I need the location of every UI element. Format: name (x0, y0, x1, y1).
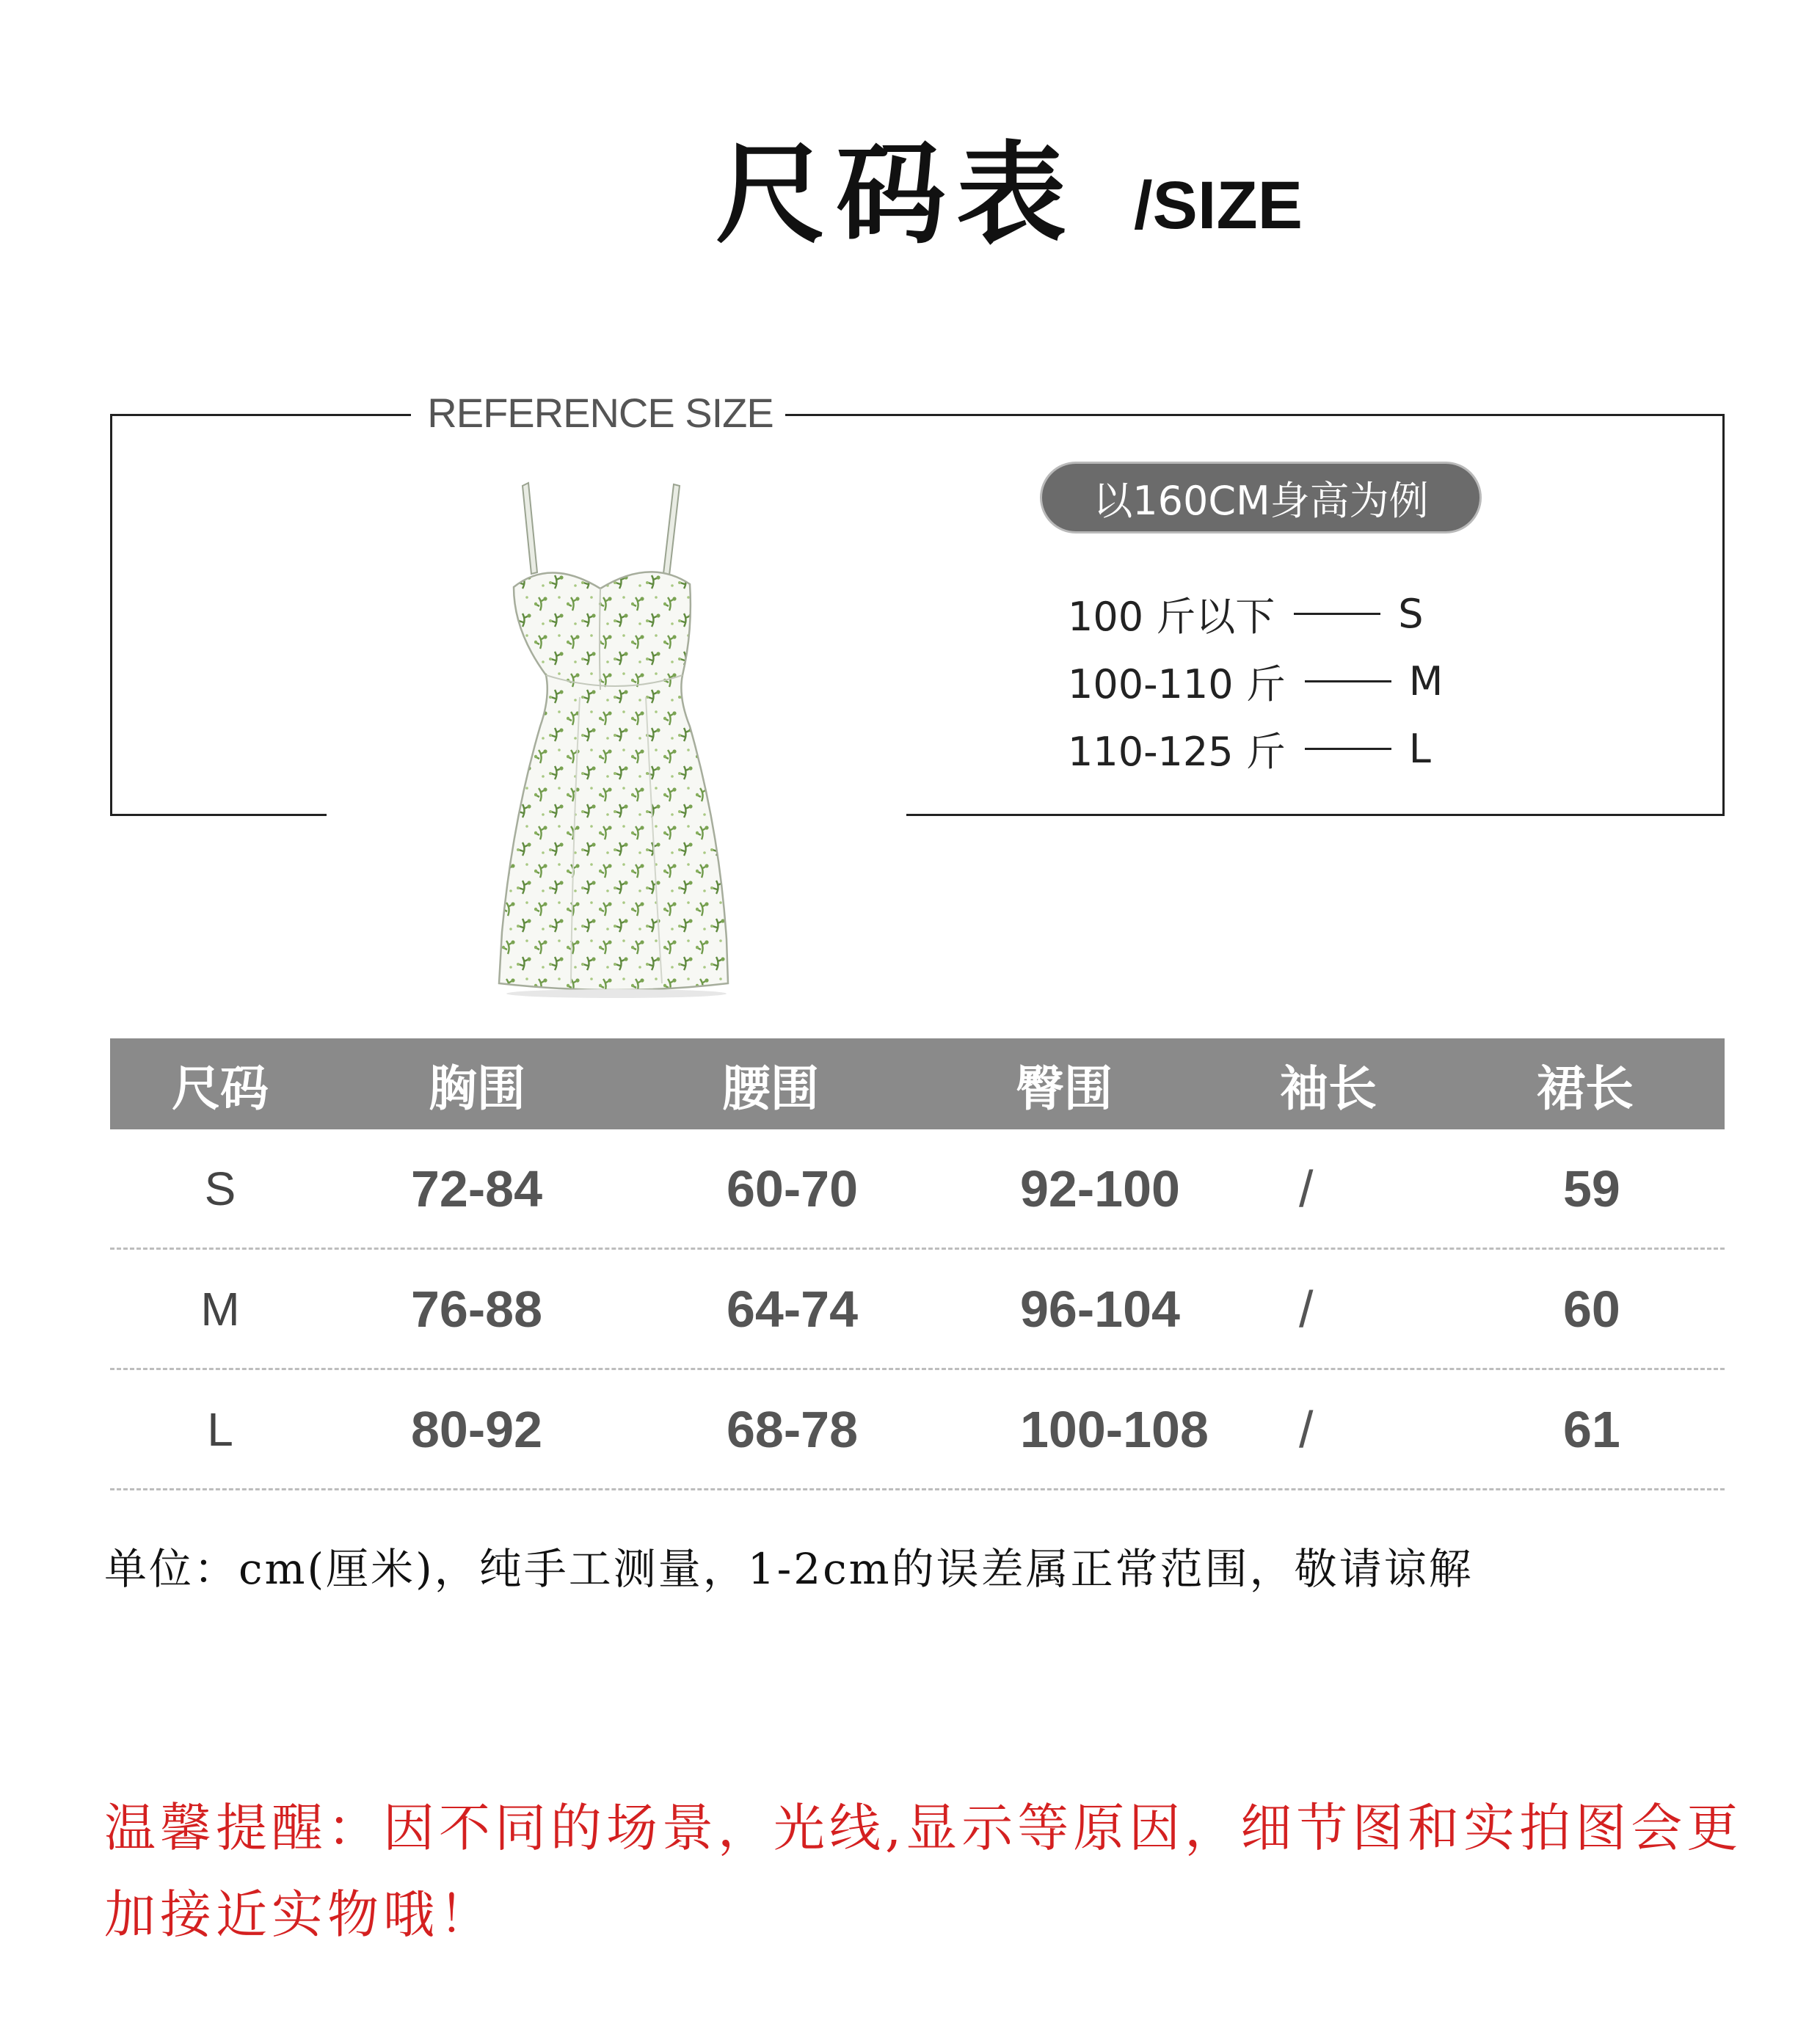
cell-hip: 92-100 (1020, 1159, 1180, 1217)
header-sleeve: 袖长 (1280, 1059, 1377, 1117)
cell-hip: 96-104 (1020, 1280, 1180, 1338)
weight-size: S (1398, 590, 1424, 637)
weight-row (1068, 580, 1508, 647)
weight-row (1068, 647, 1508, 715)
cell-bust: 72-84 (411, 1159, 543, 1217)
measurement-note: 单位：cm(厘米)，纯手工测量，1-2cm的误差属正常范围，敬请谅解 (104, 1544, 1474, 1594)
cell-size: L (207, 1402, 233, 1456)
cell-sleeve: / (1299, 1400, 1314, 1458)
weight-size: M (1408, 658, 1444, 704)
cell-length: 61 (1563, 1400, 1620, 1458)
header-waist: 腰围 (722, 1059, 819, 1117)
table-row (110, 1250, 1725, 1370)
weight-range: 110-125 斤 (1068, 728, 1286, 775)
header-bust: 胸围 (429, 1059, 525, 1117)
weight-range: 100-110 斤 (1068, 660, 1286, 707)
weight-size-list (1068, 580, 1508, 782)
reference-size-label: REFERENCE SIZE (427, 390, 774, 436)
title-chinese: 尺码表 (716, 130, 1077, 259)
cell-bust: 76-88 (411, 1280, 543, 1338)
cell-waist: 60-70 (727, 1159, 859, 1217)
cell-bust: 80-92 (411, 1400, 543, 1458)
title-english: /SIZE (1134, 168, 1303, 243)
size-table (110, 1038, 1725, 1490)
cell-waist: 64-74 (727, 1280, 859, 1338)
height-note-pill: 以160CM身高为例 (1042, 464, 1479, 531)
cell-length: 60 (1563, 1280, 1620, 1338)
weight-row (1068, 715, 1508, 782)
page-title (0, 125, 1820, 272)
header-size: 尺码 (172, 1059, 269, 1117)
weight-size: L (1408, 725, 1431, 772)
dash-line (1305, 748, 1391, 750)
dash-line (1294, 613, 1380, 615)
dash-line (1305, 680, 1391, 682)
header-hip: 臀围 (1016, 1059, 1113, 1117)
table-row (110, 1370, 1725, 1490)
table-header (110, 1038, 1725, 1129)
cell-sleeve: / (1299, 1159, 1314, 1217)
table-row (110, 1129, 1725, 1250)
cell-waist: 68-78 (727, 1400, 859, 1458)
cell-length: 59 (1563, 1159, 1620, 1217)
cell-size: M (200, 1282, 240, 1336)
cell-hip: 100-108 (1020, 1400, 1209, 1458)
weight-range: 100 斤以下 (1068, 593, 1275, 640)
reminder-text: 温馨提醒：因不同的场景，光线,显示等原因，细节图和实拍图会更加接近实物哦！ (104, 1798, 1743, 1945)
dress-image (470, 477, 763, 998)
header-length: 裙长 (1537, 1059, 1634, 1117)
cell-size: S (204, 1162, 236, 1215)
cell-sleeve: / (1299, 1280, 1314, 1338)
